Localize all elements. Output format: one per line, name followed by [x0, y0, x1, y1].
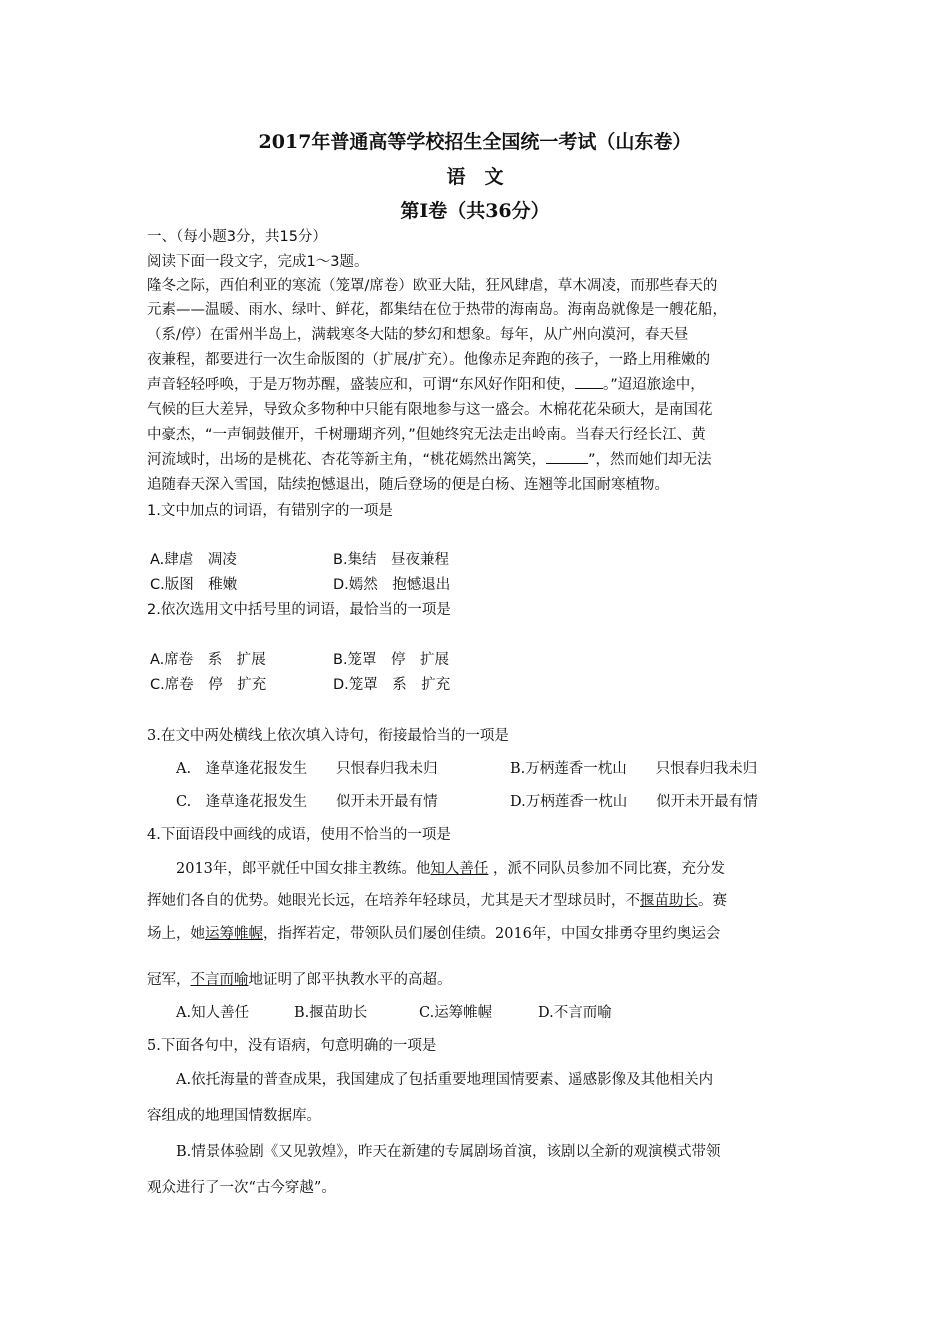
- blank-1: [575, 374, 603, 389]
- exam-title: 2017年普通高等学校招生全国统一考试（山东卷）: [258, 131, 692, 153]
- question-4-paragraph-line: [147, 922, 720, 943]
- question-4-paragraph-line: [176, 857, 725, 878]
- paragraph-text: ，派不同队员参加不同比赛，充分发: [488, 861, 726, 877]
- question-4-option-a[interactable]: A.知人善任: [176, 1005, 250, 1021]
- question-4-paragraph-line: [147, 889, 727, 910]
- paragraph-text: 挥她们各自的优势。她眼光长远，在培养年轻球员，尤其是天才型球员时，不: [147, 893, 640, 909]
- passage-text: 声音轻轻呼唤，于是万物苏醒，盛装应和，可谓“东风好作阳和使，: [147, 377, 576, 393]
- underlined-idiom-3: 运筹帷幄: [205, 926, 263, 942]
- passage-text: ”，然而她们却无法: [588, 452, 712, 468]
- question-4-stem: 4.下面语段中画线的成语，使用不恰当的一项是: [147, 827, 451, 843]
- question-1-stem: 1.文中加点的词语，有错别字的一项是: [147, 503, 393, 519]
- question-5-option-a-line2[interactable]: 容组成的地理国情数据库。: [147, 1108, 321, 1124]
- passage-line: [147, 448, 712, 469]
- question-3-option-c[interactable]: C. 逢草逢花报发生 似开未开最有情: [176, 794, 438, 810]
- question-4-paragraph-line: [147, 968, 452, 989]
- question-3-option-b[interactable]: B.万柄莲香一枕山 只恨春归我未归: [510, 761, 758, 777]
- question-4-option-d[interactable]: D.不言而喻: [538, 1005, 612, 1021]
- question-5-option-b-line2[interactable]: 观众进行了一次“古今穿越”。: [147, 1180, 336, 1196]
- paragraph-text: 地证明了郎平执教水平的高超。: [248, 972, 452, 988]
- paragraph-text: ，指挥若定，带领队员们屡创佳绩。2016年，中国女排勇夺里约奥运会: [263, 926, 721, 942]
- underlined-idiom-1: 知人善任: [430, 861, 489, 877]
- question-2-option-c[interactable]: C.席卷 停 扩充: [150, 677, 267, 693]
- underlined-idiom-4: 不言而喻: [190, 972, 249, 988]
- paragraph-text: 冠军，: [147, 972, 191, 988]
- question-4-option-c[interactable]: C.运筹帷幄: [419, 1005, 493, 1021]
- question-5-option-a-line1[interactable]: A.依托海量的普查成果，我国建成了包括重要地理国情要素、遥感影像及其他相关内: [176, 1072, 714, 1088]
- question-5-option-b-line1[interactable]: B.情景体验剧《又见敦煌》，昨天在新建的专属剧场首演，该剧以全新的观演模式带领: [176, 1144, 721, 1160]
- section-title: 第Ⅰ卷（共36分）: [400, 200, 550, 222]
- blank-2: [546, 449, 588, 464]
- paragraph-text: 场上，她: [147, 926, 205, 942]
- passage-line: 夜兼程，都要进行一次生命版图的（扩展/扩充）。他像赤足奔跑的孩子，一路上用稚嫩的: [147, 352, 711, 368]
- question-1-option-b[interactable]: B.集结 昼夜兼程: [333, 552, 450, 568]
- question-5-stem: 5.下面各句中，没有语病，句意明确的一项是: [147, 1038, 437, 1054]
- question-2-option-b[interactable]: B.笼罩 停 扩展: [333, 652, 450, 668]
- question-2-stem: 2.依次选用文中括号里的词语，最恰当的一项是: [147, 602, 451, 618]
- question-1-option-a[interactable]: A.肆虐 凋凌: [150, 552, 237, 568]
- question-4-option-b[interactable]: B.揠苗助长: [294, 1005, 368, 1021]
- reading-instruction: 阅读下面一段文字，完成1～3题。: [147, 254, 369, 270]
- question-1-option-d[interactable]: D.嫣然 抱憾退出: [333, 577, 451, 593]
- question-3-option-a[interactable]: A. 逢草逢花报发生 只恨春归我未归: [176, 761, 438, 777]
- question-3-option-d[interactable]: D.万柄莲香一枕山 似开未开最有情: [510, 794, 758, 810]
- passage-line: [147, 373, 705, 394]
- question-2-option-d[interactable]: D.笼罩 系 扩充: [333, 677, 451, 693]
- passage-line: 元素——温暖、雨水、绿叶、鲜花，都集结在位于热带的海南岛。海南岛就像是一艘花船，: [147, 302, 727, 318]
- part-heading: 一、（每小题3分，共15分）: [147, 229, 327, 245]
- subject-title: 语 文: [446, 166, 504, 188]
- question-2-option-a[interactable]: A.席卷 系 扩展: [150, 652, 266, 668]
- paragraph-text: 。赛: [698, 893, 727, 909]
- passage-line: 隆冬之际，西伯利亚的寒流（笼罩/席卷）欧亚大陆，狂风肆虐，草木凋凌，而那些春天的: [147, 278, 718, 294]
- passage-line: 气候的巨大差异，导致众多物种中只能有限地参与这一盛会。木棉花花朵硕大，是南国花: [147, 402, 713, 418]
- passage-text: 。”迢迢旅途中，: [603, 377, 705, 393]
- passage-line: 中豪杰，“一声铜鼓催开，千树珊瑚齐列，”但她终究无法走出岭南。当春天行经长江、黄: [147, 427, 706, 443]
- passage-line: （系/停）在雷州半岛上，满载寒冬大陆的梦幻和想象。每年，从广州向漠河，春天昼: [147, 327, 689, 343]
- question-3-stem: 3.在文中两处横线上依次填入诗句，衔接最恰当的一项是: [147, 728, 509, 744]
- paragraph-text: 2013年，郎平就任中国女排主教练。他: [176, 861, 431, 877]
- question-1-option-c[interactable]: C.版图 稚嫩: [150, 577, 238, 593]
- underlined-idiom-2: 揠苗助长: [640, 893, 698, 909]
- passage-text: 河流域时，出场的是桃花、杏花等新主角，“桃花嫣然出篱笑，: [147, 452, 547, 468]
- passage-line: 追随春天深入雪国，陆续抱憾退出，随后登场的便是白杨、连翘等北国耐寒植物。: [147, 477, 669, 493]
